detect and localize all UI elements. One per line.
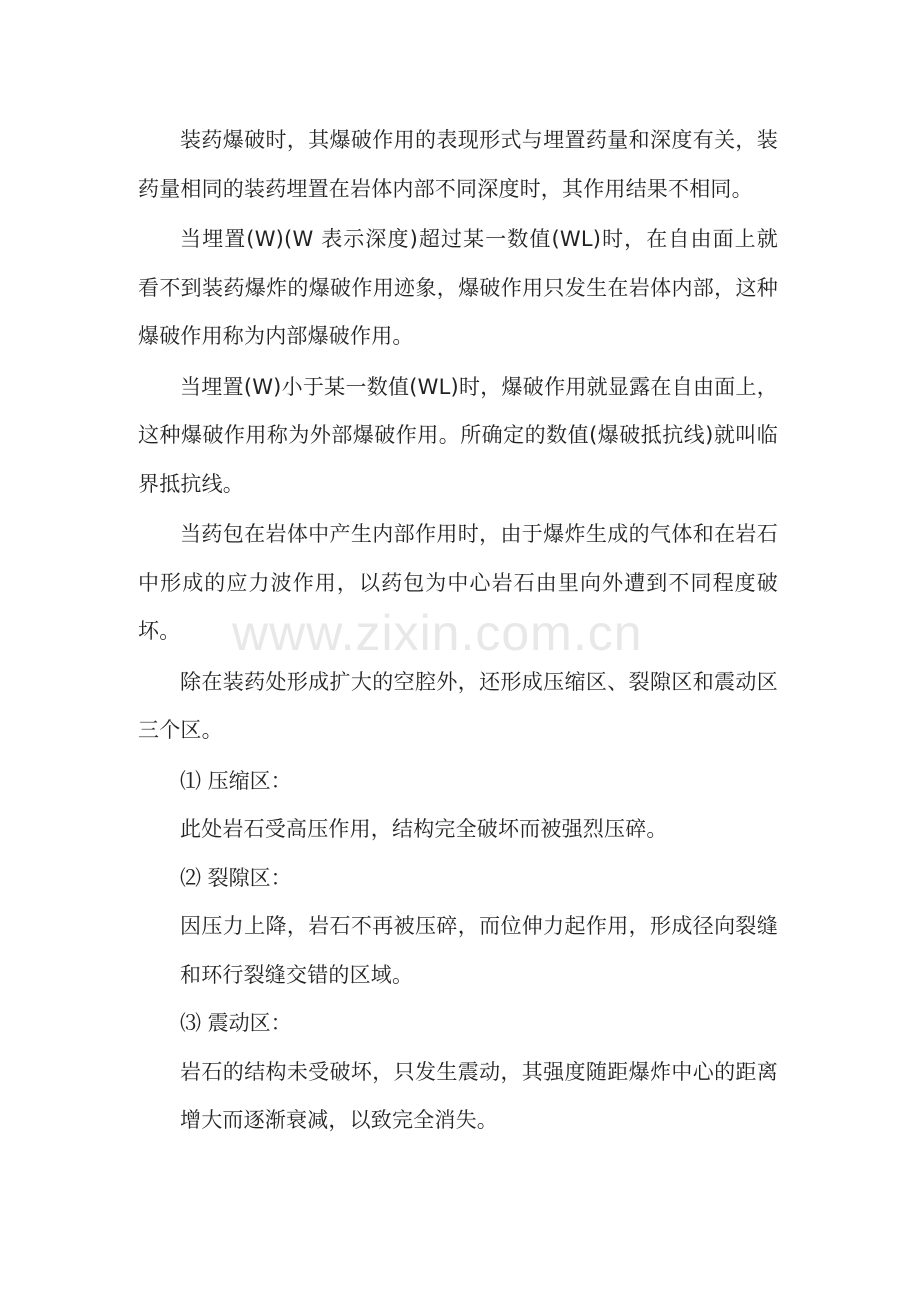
zone-1-label: ⑴ 压缩区： — [180, 768, 292, 793]
paragraph-4: 当药包在岩体中产生内部作用时，由于爆炸生成的气体和在岩石中形成的应力波作用，以药包为中心岩石由里向外遭到不同程度破坏。 — [138, 522, 778, 643]
paragraph-1: 装药爆破时，其爆破作用的表现形式与埋置药量和深度有关，装药量相同的装药埋置在岩体内部不同深度时，其作用结果不相同。 — [138, 128, 778, 201]
zone-2-label: ⑵ 裂隙区： — [180, 865, 292, 890]
zone-3-description: 岩石的结构未受破坏，只发生震动，其强度随距爆炸中心的距离增大而逐渐衰减，以致完全消失。 — [180, 1059, 778, 1132]
paragraph-2: 当埋置(W)(W 表示深度)超过某一数值(WL)时，在自由面上就看不到装药爆炸的爆破作用迹象，爆破作用只发生在岩体内部，这种爆破作用称为内部爆破作用。 — [138, 227, 778, 348]
paragraph-3: 当埋置(W)小于某一数值(WL)时，爆破作用就显露在自由面上，这种爆破作用称为外部爆破作用。所确定的数值(爆破抵抗线)就叫临界抵抗线。 — [138, 374, 778, 496]
zone-3-label: ⑶ 震动区： — [180, 1011, 292, 1035]
paragraph-5: 除在装药处形成扩大的空腔外，还形成压缩区、裂隙区和震动区三个区。 — [138, 669, 778, 742]
watermark: www.zixin.com.cn — [232, 605, 643, 661]
zone-1-description: 此处岩石受高压作用，结构完全破坏而被强烈压碎。 — [180, 817, 668, 841]
document-body — [138, 116, 778, 1145]
zone-2-description: 因压力上降，岩石不再被压碎，而位伸力起作用，形成径向裂缝和环行裂缝交错的区域。 — [180, 914, 778, 987]
